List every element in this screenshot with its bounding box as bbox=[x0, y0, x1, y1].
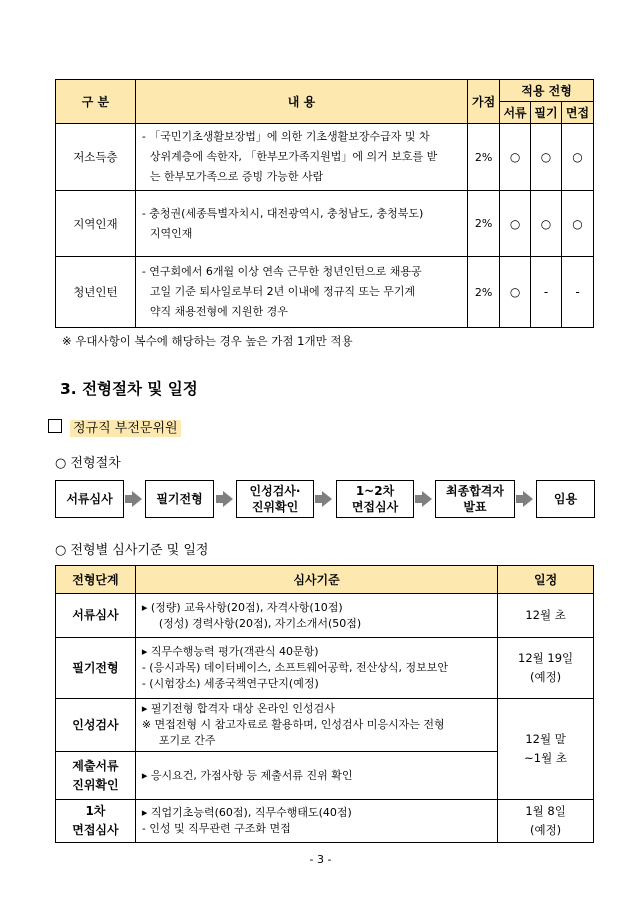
header-content: 내 용 bbox=[135, 80, 467, 124]
row-category: 청년인턴 bbox=[56, 257, 136, 328]
table-row bbox=[56, 257, 594, 328]
process-label: ○ 전형절차 bbox=[55, 456, 121, 471]
flow-step bbox=[145, 480, 214, 518]
row-content bbox=[135, 124, 467, 191]
header-date: 일정 bbox=[498, 566, 594, 594]
row-interview-mark: - bbox=[562, 257, 594, 328]
row-written-mark: - bbox=[531, 257, 562, 328]
flow-step bbox=[236, 480, 314, 518]
arrow-right-icon bbox=[523, 491, 533, 507]
row-doc-mark: ○ bbox=[500, 124, 531, 191]
table-row bbox=[56, 594, 594, 638]
table-row bbox=[56, 800, 594, 843]
row-content bbox=[135, 191, 467, 257]
table-row bbox=[56, 638, 594, 699]
stage-line: 진위확인 bbox=[72, 777, 119, 792]
row-points: 2% bbox=[468, 257, 500, 328]
stage-criteria bbox=[135, 800, 497, 843]
content-line: 지역인재 bbox=[149, 226, 193, 240]
criteria-line: ▸ 직업기초능력(60점), 직무수행태도(40점) bbox=[141, 806, 352, 819]
row-doc-mark: ○ bbox=[500, 191, 531, 257]
header-doc: 서류 bbox=[500, 102, 531, 124]
row-category: 지역인재 bbox=[56, 191, 136, 257]
stage-name bbox=[56, 752, 136, 800]
header-written: 필기 bbox=[531, 102, 562, 124]
header-criteria: 심사기준 bbox=[135, 566, 497, 594]
flow-step bbox=[536, 480, 595, 518]
criteria-line: 포기로 간주 bbox=[158, 734, 216, 747]
stage-line: 면접심사 bbox=[72, 823, 119, 837]
flow-step bbox=[336, 480, 414, 518]
step-line: 인성검사· bbox=[249, 484, 301, 498]
arrow-right-icon bbox=[322, 491, 332, 507]
content-line: 약직 채용전형에 지원한 경우 bbox=[149, 305, 288, 318]
stage-criteria bbox=[135, 752, 497, 800]
stage-name bbox=[56, 800, 136, 843]
header-category: 구 분 bbox=[56, 80, 136, 124]
step-line: 1~2차 bbox=[355, 484, 395, 498]
arrow-right-icon bbox=[223, 491, 233, 507]
criteria-line: ※ 면접전형 시 참고자료로 활용하며, 인성검사 미응시자는 전형 bbox=[141, 718, 445, 731]
content-line: - 「국민기초생활보장법」에 의한 기초생활보장수급자 및 차 bbox=[141, 130, 430, 143]
stage-criteria bbox=[135, 594, 497, 638]
checkbox-square-icon bbox=[48, 419, 62, 433]
page-number: - 3 - bbox=[309, 853, 332, 866]
stage-date bbox=[498, 699, 594, 800]
stage-line: 제출서류 bbox=[72, 758, 119, 773]
criteria-line: (정성) 경력사항(20점), 자기소개서(50점) bbox=[158, 616, 362, 630]
process-flow bbox=[55, 480, 595, 520]
table-row bbox=[56, 191, 594, 257]
step-line: 진위확인 bbox=[251, 500, 299, 514]
criteria-line: - (응시과목) 데이터베이스, 소프트웨어공학, 전산상식, 정보보안 bbox=[141, 661, 449, 674]
step-line: 임용 bbox=[553, 492, 578, 506]
schedule-label: ○ 전형별 심사기준 및 일정 bbox=[55, 543, 209, 558]
row-interview-mark: ○ bbox=[562, 191, 594, 257]
date-line: ~1월 초 bbox=[524, 751, 567, 765]
stage-name: 서류심사 bbox=[56, 594, 136, 638]
stage-criteria bbox=[135, 699, 497, 752]
step-line: 필기전형 bbox=[156, 492, 203, 506]
stage-criteria bbox=[135, 638, 497, 699]
table-row bbox=[56, 124, 594, 191]
content-line: 상위계층에 속한자, 「한부모가족지원법」에 의거 보호를 받 bbox=[149, 150, 438, 163]
row-written-mark: ○ bbox=[531, 124, 562, 191]
header-apply: 적용 전형 bbox=[500, 80, 594, 102]
content-line: 고일 기준 퇴사일로부터 2년 이내에 정규직 또는 무기계 bbox=[149, 285, 416, 298]
step-line: 최종합격자 bbox=[446, 484, 504, 498]
schedule-table bbox=[55, 565, 594, 843]
step-line: 서류심사 bbox=[66, 492, 113, 506]
row-points: 2% bbox=[468, 191, 500, 257]
criteria-line: ▸ 필기전형 합격자 대상 온라인 인성검사 bbox=[141, 702, 335, 715]
stage-date: 12월 초 bbox=[498, 594, 594, 638]
content-line: 는 한부모가족으로 증빙 가능한 사람 bbox=[149, 170, 324, 183]
step-line: 면접심사 bbox=[351, 500, 399, 514]
criteria-line: - (시험장소) 세종국책연구단지(예정) bbox=[141, 677, 319, 690]
criteria-line: - 인성 및 직무관련 구조화 면접 bbox=[141, 822, 291, 835]
section-title: 3. 전형절차 및 일정 bbox=[60, 380, 198, 398]
table-row bbox=[56, 699, 594, 752]
criteria-line: ▸ (정량) 교육사항(20점), 자격사항(10점) bbox=[141, 600, 343, 614]
stage-line: 1차 bbox=[85, 804, 106, 818]
date-line: 12월 19일 bbox=[518, 651, 574, 665]
criteria-line: ▸ 응시요건, 가점사항 등 제출서류 진위 확인 bbox=[141, 768, 353, 782]
date-line: 12월 말 bbox=[525, 732, 566, 746]
arrow-right-icon bbox=[132, 491, 142, 507]
header-interview: 면접 bbox=[562, 102, 594, 124]
subheading-text: 정규직 부전문위원 bbox=[70, 420, 181, 437]
row-doc-mark: ○ bbox=[500, 257, 531, 328]
row-category: 저소득층 bbox=[56, 124, 136, 191]
stage-name: 인성검사 bbox=[56, 699, 136, 752]
stage-name: 필기전형 bbox=[56, 638, 136, 699]
header-points: 가점 bbox=[468, 80, 500, 124]
bonus-note: ※ 우대사항이 복수에 해당하는 경우 높은 가점 1개만 적용 bbox=[62, 334, 353, 348]
subheading bbox=[48, 417, 181, 436]
row-written-mark: ○ bbox=[531, 191, 562, 257]
flow-step bbox=[435, 480, 515, 518]
date-line: (예정) bbox=[529, 670, 562, 684]
row-interview-mark: ○ bbox=[562, 124, 594, 191]
bonus-criteria-table bbox=[55, 79, 594, 328]
arrow-right-icon bbox=[422, 491, 432, 507]
content-line: - 충청권(세종특별자치시, 대전광역시, 충청남도, 충청북도) bbox=[141, 206, 424, 220]
date-line: (예정) bbox=[529, 823, 562, 837]
date-line: 1월 8일 bbox=[525, 804, 566, 818]
header-stage: 전형단계 bbox=[56, 566, 136, 594]
stage-date bbox=[498, 800, 594, 843]
step-line: 발표 bbox=[463, 500, 487, 514]
row-content bbox=[135, 257, 467, 328]
stage-date bbox=[498, 638, 594, 699]
criteria-line: ▸ 직무수행능력 평가(객관식 40문항) bbox=[141, 645, 319, 658]
flow-step bbox=[55, 480, 124, 518]
content-line: - 연구회에서 6개월 이상 연속 근무한 청년인턴으로 채용공 bbox=[141, 265, 422, 278]
row-points: 2% bbox=[468, 124, 500, 191]
